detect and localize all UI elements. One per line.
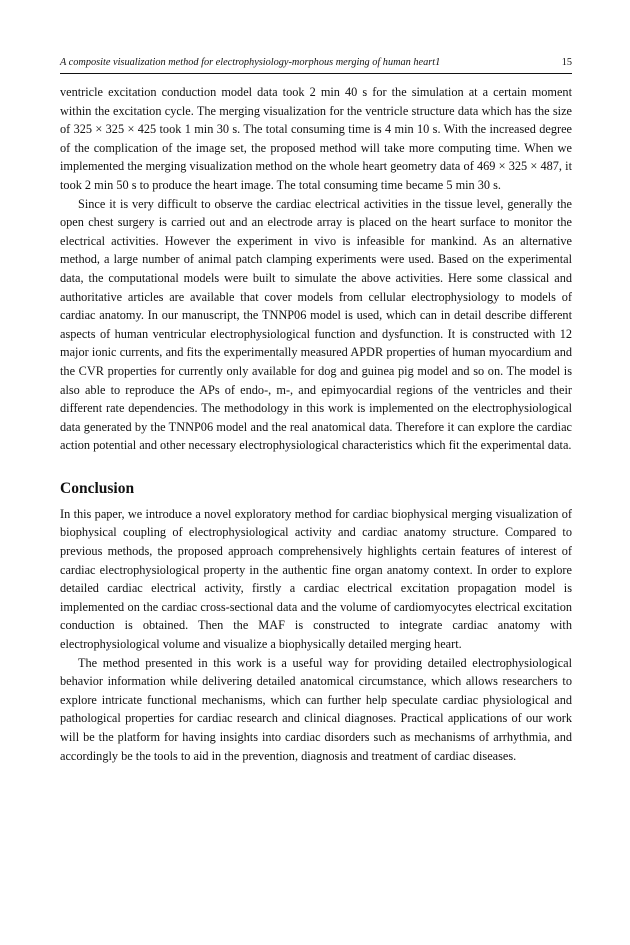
running-title: A composite visualization method for electrophysiology-morphous merging of human heart1 [60,57,441,68]
running-header [60,56,572,74]
paragraph: Since it is very difficult to observe the cardiac electrical activities in the tissue level, generally the open chest surgery is carried out and an electrode array is placed on the heart surface to monitor the electrical activities. However the experiment in vivo is infeasible for mankind. As an alternative method, a large number of animal patch clamping experiments were used. Based on the experimental data, the computational models were built to simulate the above activities. Here some classical and authoritative articles are available that cover models from cellular electrophysiology to models of cardiac anatomy. In our manuscript, the TNNP06 model is used, which can in detail describe different aspects of human ventricular electrophysiological function and dysfunction. It is constructed with 12 major ionic currents, and fits the experimentally measured APDR properties of human myocardium and the CVR properties for currently only available for dog and guinea pig model and so on. The model is also able to reproduce the APs of endo-, m-, and epimyocardial regions of the ventricles and their different rate dependencies. The methodology in this work is implemented on the electrophysiological data generated by the TNNP06 model and the real anatomical data. Therefore it can explore the cardiac action potential and other necessary electrophysiological characteristics which fit the experimental data. [60,196,572,453]
paragraph: In this paper, we introduce a novel exploratory method for cardiac biophysical merging visualization of biophysical coupling of electrophysiological activity and cardiac anatomy structure. Compared to previous methods, the proposed approach comprehensively highlights certain features of interest of cardiac electrophysiological property in the authentic fine organ anatomy context. In order to explore detailed cardiac electrical activity, firstly a cardiac electrical excitation propagation model is implemented on the cardiac cross-sectional data and the volume of cardiomyocytes electrical excitation conduction is obtained. Then the MAF is constructed to integrate cardiac anatomy with electrophysiological volume and visualize a biophysically detailed merging heart. [60,506,572,652]
body-text [60,83,572,765]
page [60,56,572,765]
section-heading-conclusion: Conclusion [60,479,135,497]
paragraph: The method presented in this work is a useful way for providing detailed electrophysiological behavior information while delivering detailed anatomical circumstance, which allows researchers to explore intricate functional mechanisms, which can further help speculate cardiac physiological and pathological properties for cardiac research and clinical diagnoses. Practical applications of our work will be the platform for having insights into cardiac disorders such as mechanisms of arrhythmia, and accordingly be the tools to aid in the prevention, diagnosis and treatment of cardiac diseases. [60,655,572,763]
page-number: 15 [561,57,572,68]
paragraph: ventricle excitation conduction model data took 2 min 40 s for the simulation at a certain moment within the excitation cycle. The merging visualization for the ventricle structure data which has the size of 325 × 325 × 425 took 1 min 30 s. The total consuming time is 4 min 10 s. With the increased degree of the complication of the image set, the proposed method will take more computing time. When we implemented the merging visualization method on the whole heart geometry data of 469 × 325 × 487, it took 2 min 50 s to produce the heart image. The total consuming time became 5 min 30 s. [60,85,572,192]
